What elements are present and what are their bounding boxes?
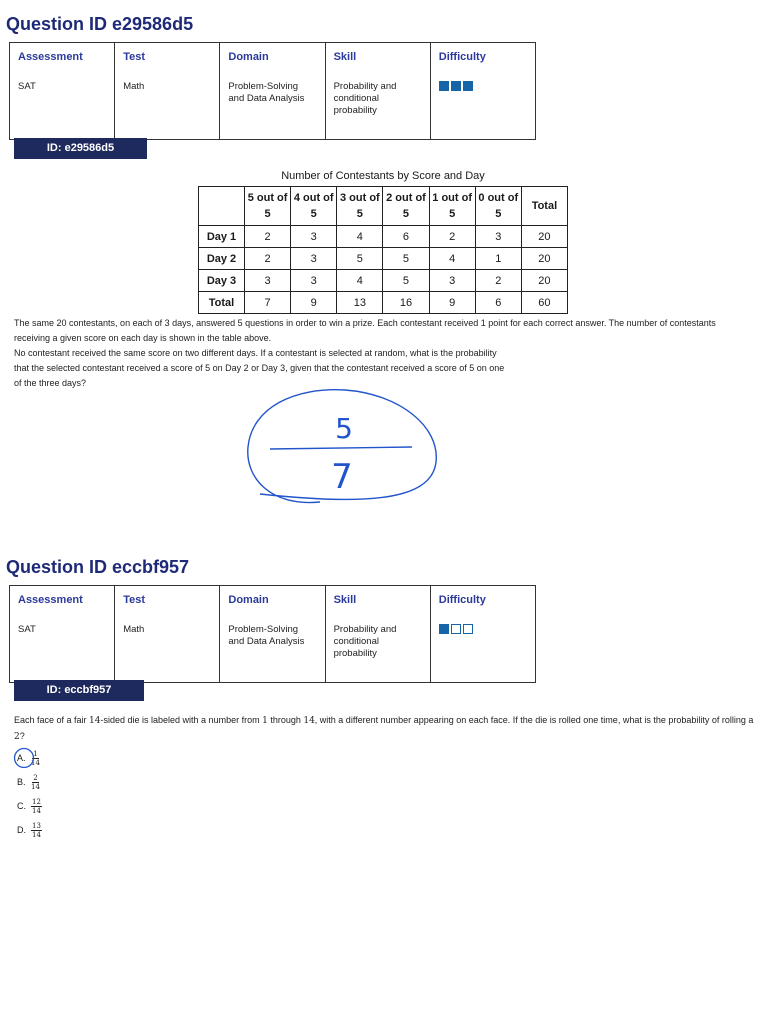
table-row [199,226,568,248]
stem-number: 14 [303,716,315,726]
meta-header: Domain [228,51,269,63]
table-cell: 16 [383,292,429,314]
score-table [198,186,568,314]
table-cell: 9 [291,292,337,314]
meta-value: Math [123,81,145,92]
column-header: 1 out of 5 [429,187,475,226]
meta-header: Difficulty [438,594,486,606]
column-header: 0 out of 5 [475,187,521,226]
ink-circle-selection [13,747,35,769]
meta-assessment [10,586,115,683]
meta-value: Math [123,624,145,635]
stem-number: 2 [14,732,20,742]
meta-header: Domain [228,594,269,606]
fraction-denominator: 14 [32,806,41,815]
meta-header: Assessment [18,594,83,606]
question-id-badge: ID: eccbf957 [14,680,144,701]
stem-text: ? [19,731,25,741]
table-cell: 3 [245,270,291,292]
difficulty-square-filled [439,81,449,91]
table-cell: 20 [521,248,567,270]
row-header: Day 1 [199,226,245,248]
meta-value: SAT [18,81,36,92]
meta-header: Skill [333,594,357,606]
table-caption: Number of Contestants by Score and Day [281,170,485,182]
difficulty-indicator [439,81,527,91]
meta-header: Test [123,51,145,63]
table-row [199,292,568,314]
difficulty-square-filled [451,81,461,91]
table-cell: 4 [337,270,383,292]
stem-text: -sided die is labeled with a number from [100,715,263,725]
table-cell: 60 [521,292,567,314]
table-cell: 7 [245,292,291,314]
choice-letter: A. [17,753,26,763]
meta-header: Test [123,594,145,606]
meta-assessment [10,43,115,140]
table-cell: 2 [429,226,475,248]
answer-choice-b[interactable] [17,770,42,794]
choice-fraction [31,822,42,839]
stem-text: Each face of a fair [14,715,90,725]
row-header: Total [199,292,245,314]
meta-test [115,43,220,140]
column-header: 4 out of 5 [291,187,337,226]
table-row [199,270,568,292]
answer-choice-d[interactable] [17,818,42,842]
stem-number: 1 [262,716,268,726]
table-cell: 20 [521,270,567,292]
stem-number: 14 [89,716,101,726]
table-cell: 9 [429,292,475,314]
meta-header: Skill [333,51,357,63]
meta-value: SAT [18,624,36,635]
row-header: Day 3 [199,270,245,292]
table-cell: 3 [475,226,521,248]
meta-domain [220,586,325,683]
handwritten-answer-annotation [240,382,450,512]
meta-value: Problem-Solving and Data Analysis [228,624,305,647]
table-cell: 6 [383,226,429,248]
handwritten-denominator: 7 [331,457,353,497]
meta-domain [220,43,325,140]
question-paragraph: The same 20 contestants, on each of 3 days, answered 5 questions in order to win a prize. Each contestant received 1 point for each correct answer. The number of contestants receiving a given score on each day is shown in the table above. [14,318,716,343]
meta-difficulty [430,586,535,683]
fraction-denominator: 14 [32,830,41,839]
table-cell: 3 [291,226,337,248]
stem-text: through [267,715,304,725]
question-id-badge: ID: e29586d5 [14,138,147,159]
table-cell: 2 [245,248,291,270]
stem-text: , with a different number appearing on each face. If the die is rolled one time, what is the probability of rolling a [314,715,754,725]
table-row [199,248,568,270]
handwritten-numerator: 5 [335,412,353,445]
table-cell: 2 [475,270,521,292]
fraction-numerator: 12 [32,797,41,806]
question-title: Question ID eccbf957 [6,557,190,577]
choice-fraction [31,774,40,791]
fraction-denominator: 14 [31,758,40,767]
table-header-row [199,187,568,226]
question-stem [14,713,754,745]
answer-choices [17,746,42,842]
question-paragraph: No contestant received the same score on two different days. If a contestant is selected at random, what is the probability that the selected contestant received a score of 5 on Day 2 or Day 3, given that the contestant received a score of 5 on one of the three days? [14,348,505,388]
meta-header: Assessment [18,51,83,63]
question-meta-table [9,585,536,683]
table-cell: 3 [291,270,337,292]
fraction-numerator: 2 [33,773,38,782]
meta-skill [325,586,430,683]
fraction-numerator: 1 [33,749,38,758]
table-cell: 2 [245,226,291,248]
meta-test [115,586,220,683]
row-header: Day 2 [199,248,245,270]
question-meta-table [9,42,536,140]
meta-value: Problem-Solving and Data Analysis [228,81,305,104]
question-title: Question ID e29586d5 [6,14,194,34]
difficulty-square-filled [463,81,473,91]
meta-difficulty [430,43,535,140]
table-cell: 1 [475,248,521,270]
fraction-numerator: 13 [32,821,41,830]
choice-fraction [31,798,42,815]
meta-value: Probability and conditional probability [333,81,397,116]
difficulty-square-empty [451,624,461,634]
difficulty-square-empty [463,624,473,634]
table-cell: 5 [383,270,429,292]
column-header: 3 out of 5 [337,187,383,226]
difficulty-indicator [439,624,527,634]
fraction-denominator: 14 [31,782,40,791]
meta-value: Probability and conditional probability [333,624,397,659]
table-cell: 13 [337,292,383,314]
table-cell: 20 [521,226,567,248]
column-header: 2 out of 5 [383,187,429,226]
table-cell: 4 [429,248,475,270]
table-cell: 5 [337,248,383,270]
column-header: Total [521,187,567,226]
table-cell: 3 [429,270,475,292]
ink-fraction-bar [270,447,412,449]
column-header: 5 out of 5 [245,187,291,226]
difficulty-square-filled [439,624,449,634]
table-cell: 5 [383,248,429,270]
meta-skill [325,43,430,140]
table-cell: 3 [291,248,337,270]
answer-choice-a[interactable] [17,746,42,770]
meta-header: Difficulty [438,51,486,63]
choice-letter: D. [17,825,26,835]
table-cell: 4 [337,226,383,248]
table-cell: 6 [475,292,521,314]
column-header [199,187,245,226]
choice-letter: B. [17,777,26,787]
choice-letter: C. [17,801,26,811]
answer-choice-c[interactable] [17,794,42,818]
